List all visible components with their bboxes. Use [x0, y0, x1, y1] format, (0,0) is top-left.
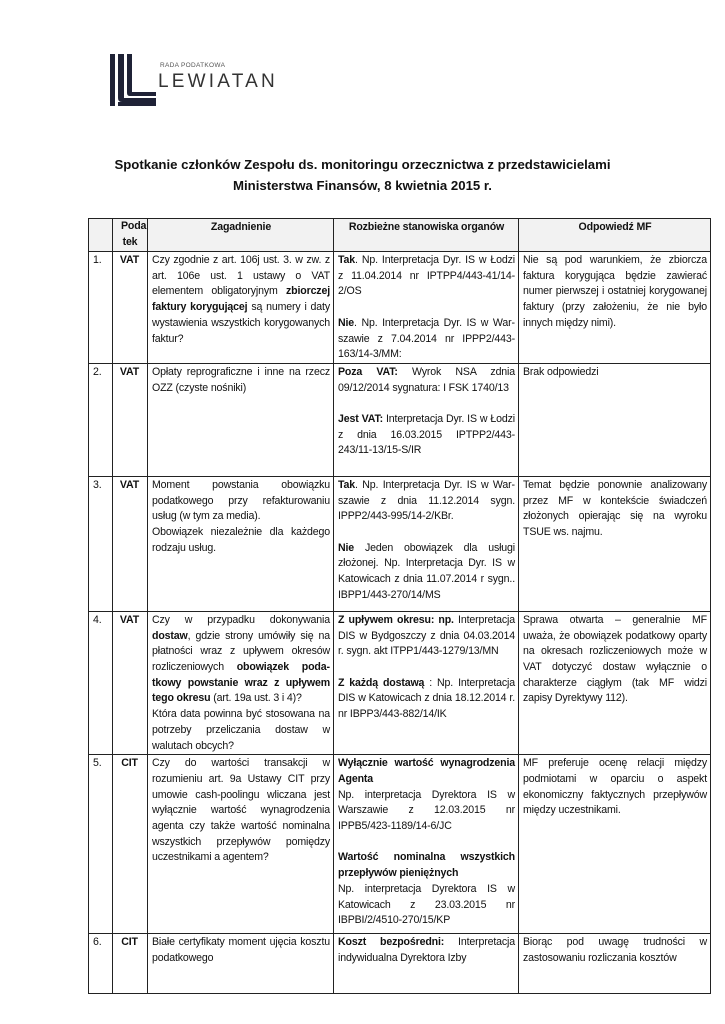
text: Czy w przypadku dokonywania	[152, 613, 330, 626]
row-number: 3.	[89, 476, 113, 611]
text: . Np. Interpretacja Dyr. IS w Łodzi z 11.04.2014 nr IPTPP4/443-41/14-2/OS	[338, 254, 515, 298]
paragraph	[152, 707, 330, 754]
text: Interpretacja indywidualna Dyrektora Izby	[338, 936, 515, 964]
text: Temat będzie ponownie analizowany przez MF w kontekście świadczeń złożonych opierając się na wyroku TSUE ws. najmu.	[523, 478, 707, 539]
cell-answer	[519, 755, 711, 934]
text: MF preferuje ocenę relacji między podmiotami w oparciu o aspekt ekonomiczny faktycznych przepływów między uczestnikami.	[523, 757, 707, 817]
lewiatan-logo	[108, 52, 288, 108]
paragraph	[338, 613, 515, 660]
paragraph	[338, 253, 515, 300]
table-row	[89, 476, 711, 611]
table-row	[89, 755, 711, 934]
paragraph	[523, 365, 707, 381]
text: Która data powinna być stosowana na potrzeby przeliczania dostaw w walutach obcych?	[152, 708, 330, 752]
row-number: 4.	[89, 611, 113, 754]
paragraph	[152, 253, 330, 347]
paragraph	[338, 788, 515, 835]
row-number: 6.	[89, 934, 113, 994]
text: Opłaty reprograficzne i inne na rzecz OZZ (czyste nośniki)	[152, 365, 330, 394]
text: Obowiązek niezależnie dla każdego rodzaju usług.	[152, 526, 330, 554]
cell-issue	[148, 476, 334, 611]
tax-type: CIT	[113, 755, 148, 934]
bold-text: Koszt bezpośredni:	[338, 936, 445, 949]
header-tax: Poda tek	[113, 219, 148, 252]
cell-issue	[148, 252, 334, 364]
paragraph	[523, 478, 707, 541]
cell-positions	[334, 611, 519, 754]
bold-text: Poza VAT:	[338, 365, 398, 378]
cell-answer	[519, 363, 711, 476]
cell-issue	[148, 611, 334, 754]
tax-type: VAT	[113, 363, 148, 476]
logo-subtitle: RADA PODATKOWA	[160, 62, 226, 69]
text: Biorąc pod uwagę trudności w zastosowaniu rozliczania kosztów	[523, 936, 707, 964]
paragraph	[338, 316, 515, 363]
header-positions: Rozbieżne stanowiska organów	[334, 219, 519, 252]
cell-positions	[334, 476, 519, 611]
paragraph	[523, 756, 707, 819]
table-row	[89, 611, 711, 754]
paragraph	[523, 253, 707, 332]
text: Jeden obowiązek dla usługi złożonej. Np. Interpretacja Dyr. IS w Katowicach z dnia 11.07.2014 r sygn.. IBPP1/443-270/14/MS	[338, 541, 515, 601]
paragraph	[338, 412, 515, 459]
text: Np. interpretacja Dyrektora IS w Katowicach z 23.03.2015 nr IBPBI/2/4510-270/15/KP	[338, 882, 515, 927]
paragraph	[152, 525, 330, 556]
text: Interpretacja DIS w Bydgoszczy z dnia 04.03.2014 r. sygn. akt ITPP1/443-1279/13/MN	[338, 613, 515, 658]
row-number: 1.	[89, 252, 113, 364]
bold-text: Nie	[338, 316, 355, 329]
header-issue: Zagadnienie	[148, 219, 334, 252]
text: Nie są pod warunkiem, że zbiorcza faktura korygująca będzie zawierać numer pierwszej i ostatniej korygowanej faktury (przy założeniu, że nie było innych między nimi).	[523, 254, 707, 329]
tax-type: CIT	[113, 934, 148, 994]
bold-text: Wyłącznie wartość wynagrodzenia Agenta	[338, 757, 515, 785]
text: Np. interpretacja Dyrektora IS w Warszawie z 12.03.2015 nr IPPB5/423-1189/14-6/JC	[338, 788, 515, 833]
text: , gdzie strony umówiły się na płatności wraz z upływem okresów rozliczeniowych	[152, 629, 330, 674]
logo-mark-icon	[108, 52, 158, 108]
paragraph	[338, 541, 515, 604]
paragraph	[523, 613, 707, 707]
bold-text: Jest VAT:	[338, 413, 383, 425]
bold-text: obowiązek podatkowy powstanie wraz z upływem tego okresu	[152, 661, 330, 705]
tax-type: VAT	[113, 611, 148, 754]
cell-issue	[148, 363, 334, 476]
cell-issue	[148, 934, 334, 994]
cell-answer	[519, 476, 711, 611]
row-number: 2.	[89, 363, 113, 476]
cell-positions	[334, 934, 519, 994]
text: Czy do wartości transakcji w rozumieniu art. 9a Ustawy CIT przy umowie cash-poolingu wliczana jest wyłącznie wartość wynagrodzenia agenta czy także wartość nominalna wszystkich przepływów pomiędzy uczestnikami a agentem?	[152, 757, 330, 864]
paragraph	[152, 756, 330, 866]
text: Brak odpowiedzi	[523, 365, 599, 378]
cell-issue	[148, 755, 334, 934]
bold-text: Z upływem okresu: np.	[338, 613, 454, 626]
cell-positions	[334, 755, 519, 934]
logo-name: LEWIATAN	[158, 71, 278, 92]
cell-answer	[519, 252, 711, 364]
paragraph	[338, 365, 515, 396]
text: Białe certyfikaty moment ujęcia kosztu podatkowego	[152, 936, 330, 964]
issues-table	[88, 218, 711, 994]
cell-answer	[519, 934, 711, 994]
title-line-1: Spotkanie członków Zespołu ds. monitoringu orzecznictwa z przedstawicielami	[114, 157, 611, 172]
bold-text: zbiorczej faktury korygującej	[152, 285, 330, 314]
paragraph	[152, 365, 330, 396]
title-line-2: Ministerstwa Finansów, 8 kwietnia 2015 r.	[233, 178, 492, 193]
bold-text: dostaw	[152, 629, 188, 642]
text: są numery i daty wystawienia wszystkich korygowanych faktur?	[152, 301, 330, 345]
text: Sprawa otwarta – generalnie MF uważa, że obowiązek podatkowy oparty na okresach rozliczeniowych może w VAT dotyczyć dostaw wyłącznie o charakterze ciągłym (tak MF widzi zapisy Dyrektywy 112).	[523, 613, 707, 705]
row-number: 5.	[89, 755, 113, 934]
document-title	[80, 154, 645, 196]
header-answer: Odpowiedź MF	[519, 219, 711, 252]
text: Czy zgodnie z art. 106j ust. 3. w zw. z art. 106e ust. 1 ustawy o VAT elementem obligatoryjnym	[152, 254, 330, 298]
text: Moment powstania obowiązku podatkowego przy refakturowaniu usług (w tym za media).	[152, 478, 330, 523]
table-row	[89, 363, 711, 476]
paragraph	[152, 935, 330, 966]
text: Wyrok NSA zdnia 09/12/2014 sygnatura: I FSK 1740/13	[338, 365, 515, 394]
header-number	[89, 219, 113, 252]
text: Interpretacja Dyr. IS w Łodzi z dnia 16.03.2015 IPTPP2/443-243/11-13/15-S/IR	[338, 413, 515, 457]
bold-text: Tak	[338, 254, 356, 266]
table-row	[89, 252, 711, 364]
cell-positions	[334, 363, 519, 476]
paragraph	[152, 478, 330, 525]
bold-text: Tak	[338, 478, 356, 491]
paragraph	[152, 613, 330, 707]
paragraph	[338, 882, 515, 929]
text: (art. 19a ust. 3 i 4)?	[210, 692, 302, 705]
paragraph	[338, 478, 515, 525]
text: : Np. Interpretacja DIS w Katowicach z dnia 18.12.2014 r. nr IBPP3/443-882/14/IK	[338, 676, 516, 721]
table-header-row	[89, 219, 711, 252]
bold-text: Nie	[338, 541, 355, 554]
text: . Np. Interpretacja Dyr. IS w Warszawie z dnia 11.12.2014 sygn. IPPP2/443-995/14-2/KBr.	[338, 478, 515, 523]
cell-answer	[519, 611, 711, 754]
tax-type: VAT	[113, 252, 148, 364]
paragraph	[338, 756, 515, 787]
bold-text: Z każdą dostawą	[338, 676, 425, 689]
cell-positions	[334, 252, 519, 364]
bold-text: Wartość nominalna wszystkich przepływów pieniężnych	[338, 851, 515, 880]
paragraph	[523, 935, 707, 966]
table-row	[89, 934, 711, 994]
tax-type: VAT	[113, 476, 148, 611]
paragraph	[338, 935, 515, 966]
paragraph	[338, 850, 515, 881]
text: . Np. Interpretacja Dyr. IS w Warszawie z 7.04.2014 nr IPPP2/443-163/14-3/MM:	[338, 316, 515, 361]
paragraph	[338, 676, 515, 723]
